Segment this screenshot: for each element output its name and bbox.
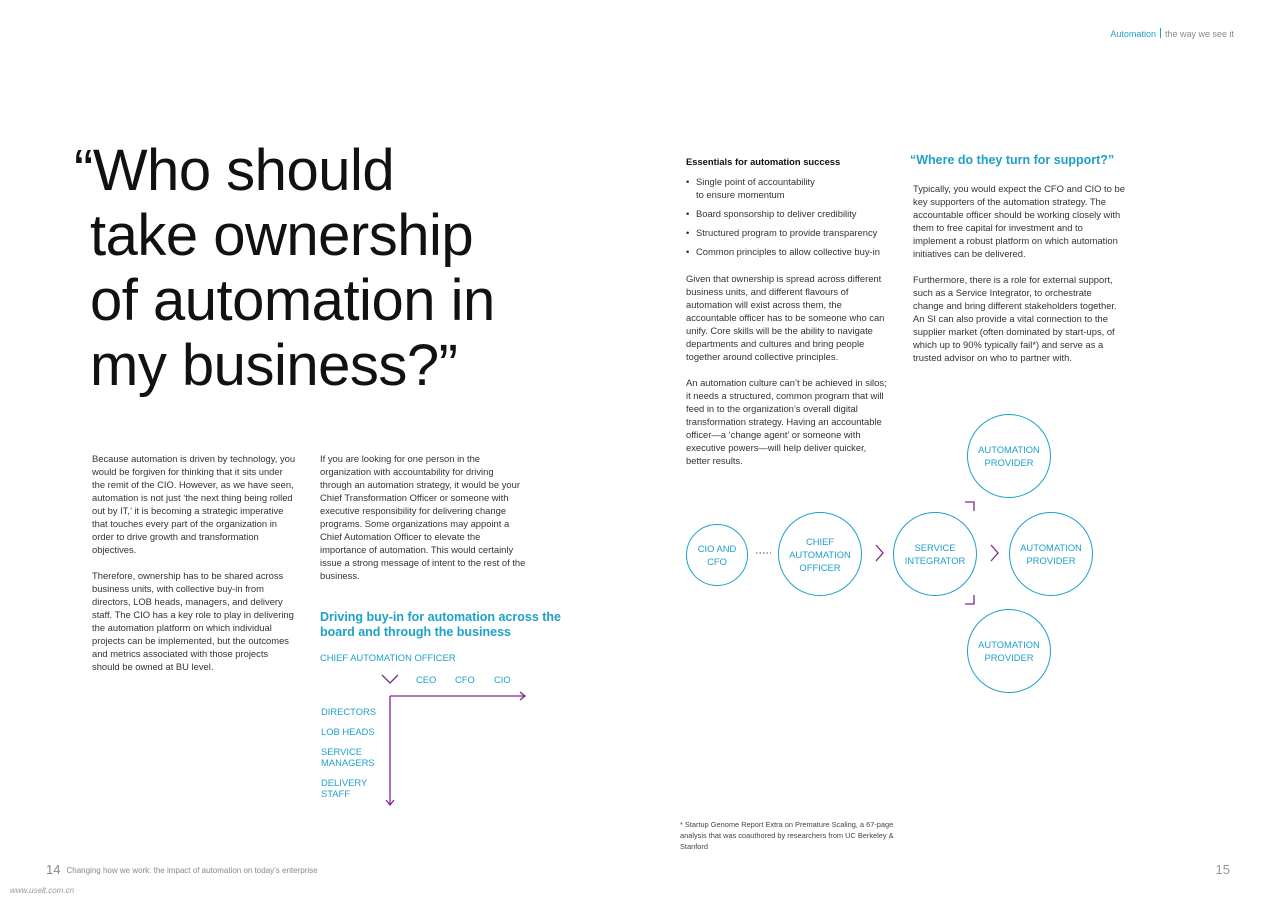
quote-line: of automation in xyxy=(90,268,495,333)
circle-label: AUTOMATION PROVIDER xyxy=(978,444,1040,468)
paragraph: Given that ownership is spread across different business units, and different flavours of automation will exist across them, the accountable officer has to be someone who can unify. Core skills will be the ability to navigate departments and cultures and bring people together around collective principles. xyxy=(686,273,885,362)
circle-cio-cfo xyxy=(686,524,748,586)
role-label: SERVICE MANAGERS xyxy=(321,746,375,768)
header-tagline: the way we see it xyxy=(1164,29,1234,39)
page-number-right: 15 xyxy=(1215,862,1230,877)
circle-label: AUTOMATION PROVIDER xyxy=(1020,542,1082,566)
role-label: DIRECTORS xyxy=(321,706,377,717)
paragraph: An automation culture can’t be achieved in silos; it needs a structured, common program that will feed in to the organization’s overall digital transformation strategy. Having an accountable officer—a ‘change agent’ or someone with executive powers—will help deliver quicker, better results. xyxy=(686,377,887,466)
essentials-heading: Essentials for automation success xyxy=(686,156,841,167)
list-item-text: Structured program to provide transparency xyxy=(696,227,878,238)
circle-label: CIO AND CFO xyxy=(697,543,737,567)
list-item-text: Board sponsorship to deliver credibility xyxy=(696,208,857,219)
org-chart-ceo-label: CEO xyxy=(416,674,437,685)
footer-title: Changing how we work: the impact of automation on today’s enterprise xyxy=(66,866,318,875)
role-label: LOB HEADS xyxy=(321,726,375,737)
org-chart-cfo-label: CFO xyxy=(455,674,475,685)
list-item-text: • Single point of accountability to ensure momentum xyxy=(696,176,815,200)
header-brand: Automation xyxy=(1110,29,1156,39)
circle-automation-provider-top xyxy=(967,414,1051,498)
org-chart-cio-label: CIO xyxy=(494,674,511,685)
quote-line: take ownership xyxy=(90,203,474,268)
circle-label: SERVICE INTEGRATOR xyxy=(904,542,966,566)
circle-service-integrator xyxy=(893,512,977,596)
circle-label: CHIEF AUTOMATION OFFICER xyxy=(789,535,851,573)
page-number-left: 14 xyxy=(46,862,61,877)
chevron-right-icon xyxy=(991,545,998,561)
circle-automation-provider-bottom xyxy=(967,609,1051,693)
quote-line: my business?” xyxy=(90,333,458,398)
paragraph: Therefore, ownership has to be shared across business units, with collective buy-in from directors, LOB heads, managers, and delivery staff. The CIO has a key role to play in delivering the automation platform on which individual projects can be implemented, but the outcomes and metrics associated with those projects should be owned at BU level. xyxy=(92,570,294,672)
paragraph: If you are looking for one person in the organization with accountability for driving through an automation strategy, it would be your Chief Transformation Officer or someone with executive responsibility for delivering change programs. Some organizations may appoint a Chief Automation Officer to elevate the importance of automation. This would certainly issue a strong message of intent to the rest of the business. xyxy=(320,453,526,581)
footnote: * Startup Genome Report Extra on Premature Scaling, a 67-page analysis that was coauthored by researchers from UC Berkeley & Stanford xyxy=(680,820,894,851)
driving-buy-in-heading: Driving buy-in for automation across the board and through the business xyxy=(320,610,561,639)
corner-up-icon xyxy=(965,502,974,511)
support-heading: “Where do they turn for support?” xyxy=(910,153,1115,167)
circle-automation-provider-right xyxy=(1009,512,1093,596)
corner-down-icon xyxy=(965,595,974,604)
paragraph: Because automation is driven by technology, you would be forgiven for thinking that it sits under the remit of the CIO. However, as we have seen, automation is not just ‘the next thing being rolled out by IT,’ it is becoming a strategic imperative that touches every part of the organization in order to drive growth and transformation objectives. xyxy=(92,453,296,555)
paragraph: Typically, you would expect the CFO and CIO to be key supporters of the automation strategy. The accountable officer should be working closely with them to free capital for investment and to implement a robust platform on which automation initiatives can be delivered. xyxy=(913,183,1125,259)
paragraph: Furthermore, there is a role for external support, such as a Service Integrator, to orchestrate change and bring different stakeholders together. An SI can also provide a vital connection to the supplier market (often dominated by start-ups, of which up to 90% typically fail*) and serve as a trusted advisor on who to partner with. xyxy=(913,274,1117,363)
circle-label: AUTOMATION PROVIDER xyxy=(978,639,1040,663)
quote-line: “Who should xyxy=(74,138,395,203)
footer-left xyxy=(46,862,318,877)
role-label: DELIVERY STAFF xyxy=(321,777,368,799)
watermark: www.uselt.com.cn xyxy=(10,886,75,895)
circle-chief-automation-officer xyxy=(778,512,862,596)
list-item-text: Common principles to allow collective buy-in xyxy=(696,246,880,257)
org-chart-cao-label: CHIEF AUTOMATION OFFICER xyxy=(320,652,456,663)
chevron-down-icon xyxy=(382,675,398,683)
chevron-right-icon xyxy=(876,545,883,561)
